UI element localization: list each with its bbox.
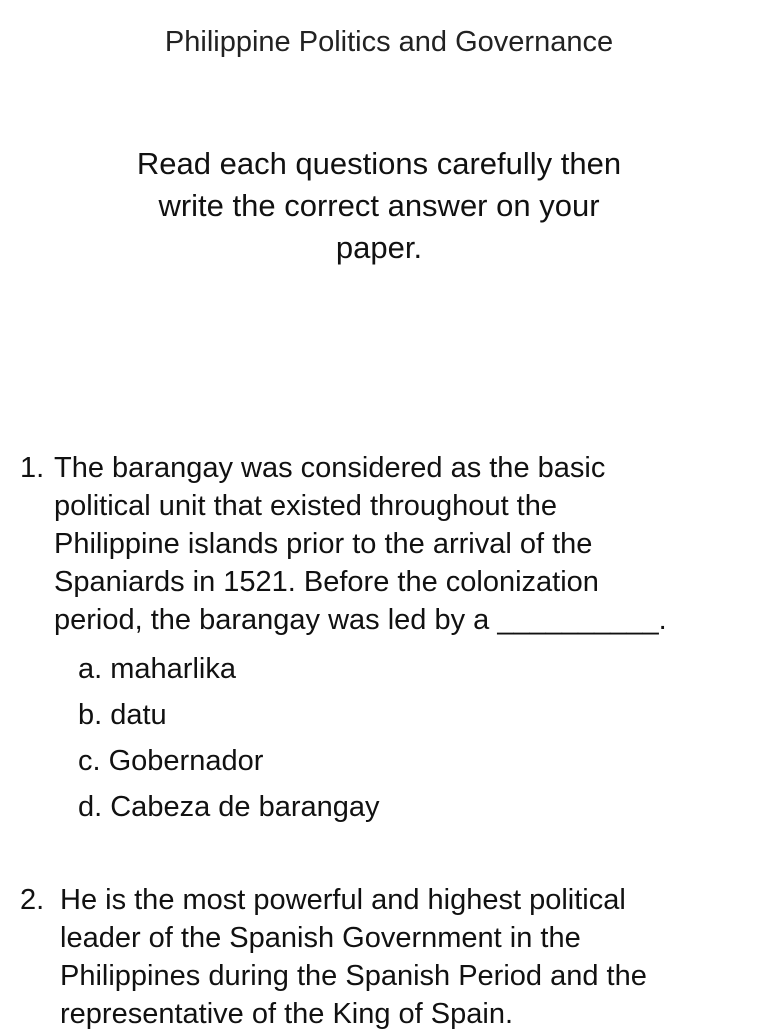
question-line: leader of the Spanish Government in the <box>60 922 581 954</box>
choice-b: b. datu <box>78 699 167 731</box>
choice-d: d. Cabeza de barangay <box>78 791 380 823</box>
instructions <box>84 143 674 269</box>
choice-c: c. Gobernador <box>78 745 264 777</box>
instructions-line: paper. <box>335 230 423 265</box>
question-line: period, the barangay was led by a __________. <box>54 604 667 636</box>
question-line: The barangay was considered as the basic <box>54 452 606 484</box>
choice-a: a. maharlika <box>78 653 236 685</box>
question-line: He is the most powerful and highest political <box>60 884 626 916</box>
question-line: representative of the King of Spain. <box>60 998 514 1030</box>
question-1 <box>20 449 760 830</box>
question-number: 1. <box>20 452 45 484</box>
instructions-line: write the correct answer on your <box>158 188 600 223</box>
question-text <box>60 881 760 1033</box>
question-number: 2. <box>20 884 45 916</box>
question-text <box>54 449 760 639</box>
page-title: Philippine Politics and Governance <box>164 26 614 58</box>
instructions-line: Read each questions carefully then <box>136 146 622 181</box>
question-line: Spaniards in 1521. Before the colonization <box>54 566 599 598</box>
answer-choices <box>78 646 760 830</box>
question-line: political unit that existed throughout the <box>54 490 557 522</box>
question-2 <box>20 881 760 1033</box>
question-line: Philippines during the Spanish Period and the <box>60 960 647 992</box>
question-line: Philippine islands prior to the arrival of the <box>54 528 593 560</box>
